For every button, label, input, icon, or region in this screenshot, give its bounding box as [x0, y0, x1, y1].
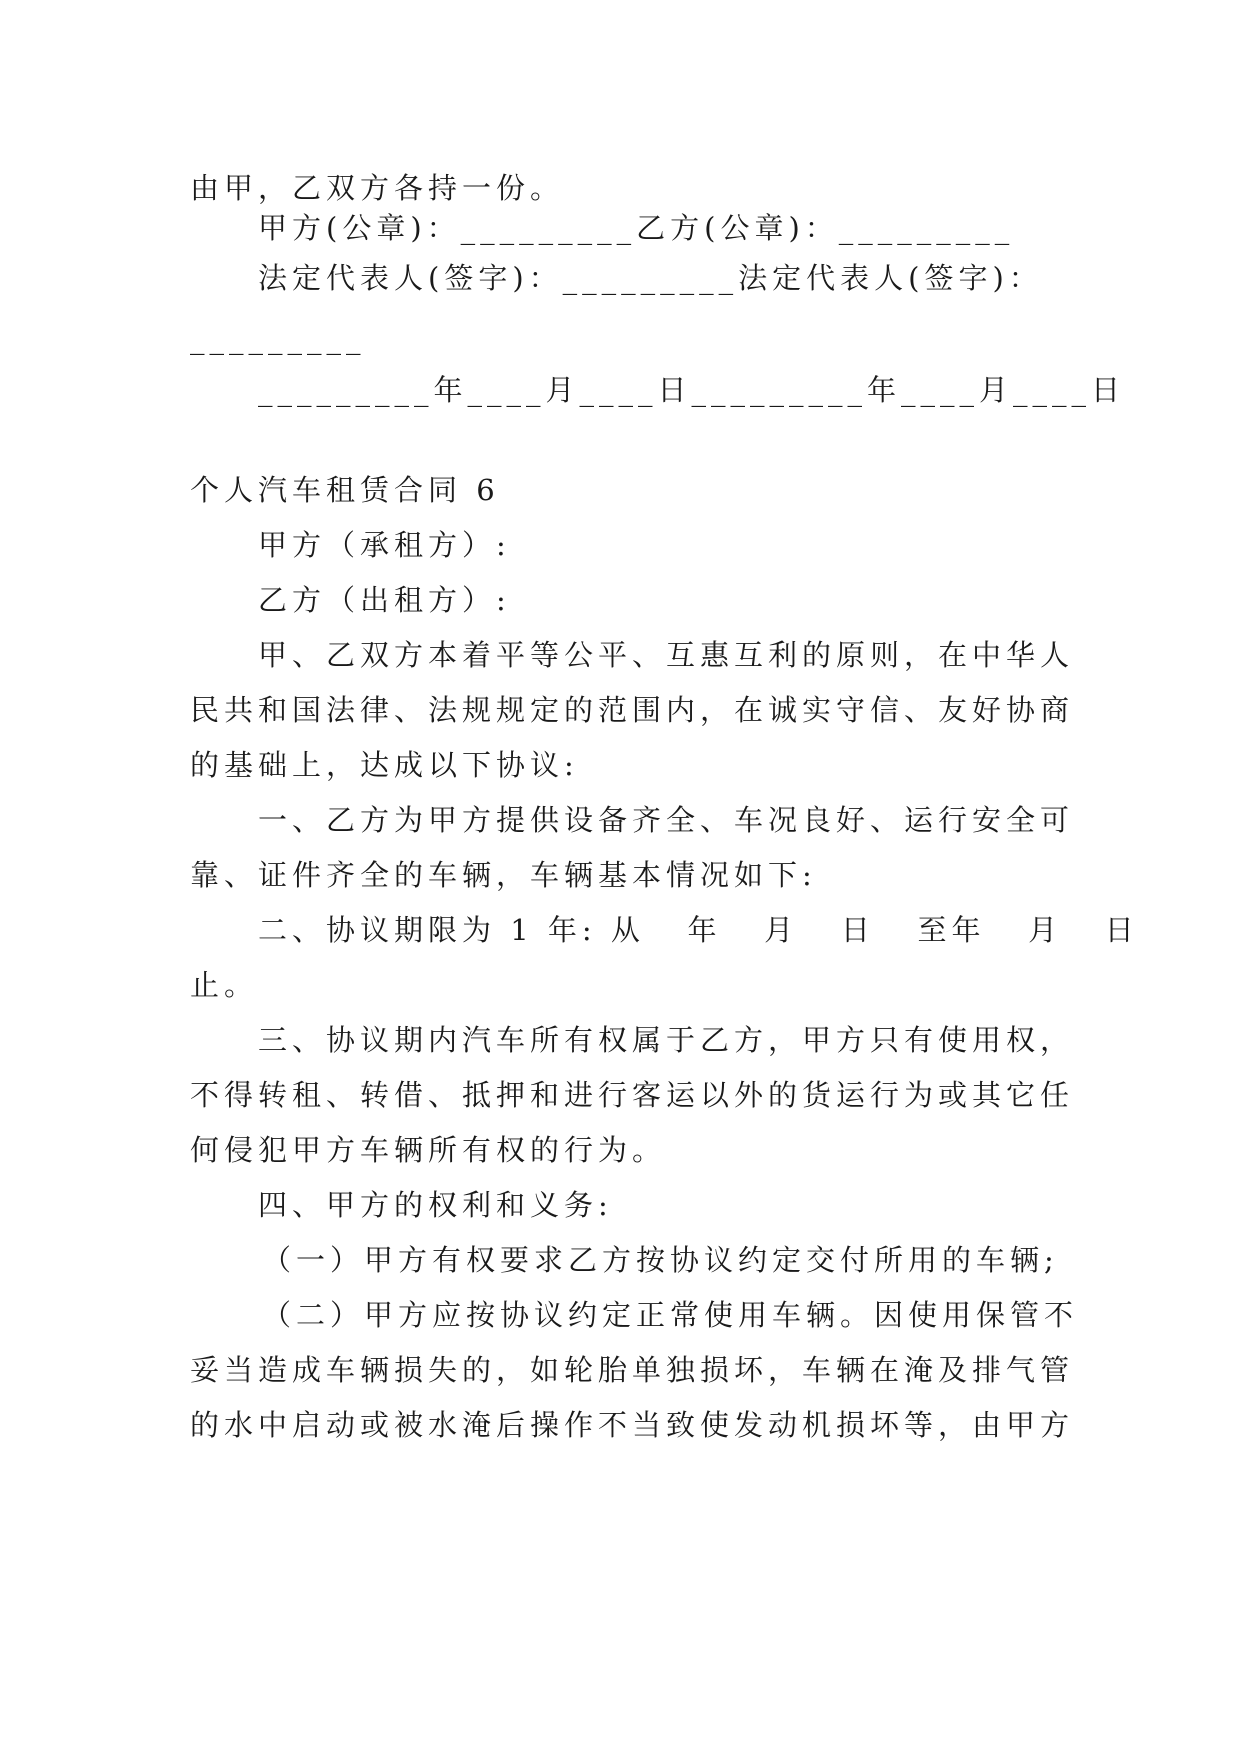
section-title: 个人汽车租赁合同 6 [190, 473, 500, 507]
paragraph-line: 何侵犯甲方车辆所有权的行为。 [190, 1133, 667, 1167]
signature-blank-line: _________ [190, 321, 366, 355]
paragraph-line: 靠、证件齐全的车辆，车辆基本情况如下: [190, 858, 817, 892]
paragraph-line: 妥当造成车辆损失的，如轮胎单独损坏，车辆在淹及排气管 [190, 1353, 1075, 1387]
paragraph-line: 的水中启动或被水淹后操作不当致使发动机损坏等，由甲方 [190, 1408, 1075, 1442]
paragraph-line: 二、协议期限为 1 年: 从 年 月 日 至年 月 日 [258, 913, 1139, 947]
paragraph-line: 民共和国法律、法规规定的范围内，在诚实守信、友好协商 [190, 693, 1075, 727]
paragraph-line: （二）甲方应按协议约定正常使用车辆。因使用保管不 [262, 1298, 1079, 1332]
paragraph-line: 一、乙方为甲方提供设备齐全、车况良好、运行安全可 [258, 803, 1075, 837]
paragraph-line: （一）甲方有权要求乙方按协议约定交付所用的车辆; [262, 1243, 1059, 1277]
paragraph-line: 止。 [190, 968, 259, 1002]
paragraph-line: 四、甲方的权利和义务: [258, 1188, 613, 1222]
party-b-line: 乙方（出租方）: [258, 583, 511, 617]
paragraph-line: 甲、乙双方本着平等公平、互惠互利的原则，在中华人 [258, 638, 1075, 672]
paragraph-line: 的基础上，达成以下协议: [190, 748, 579, 782]
signature-representative-line: 法定代表人(签字)：_________法定代表人(签字)： [258, 261, 1043, 295]
text-line-continuation: 由甲，乙双方各持一份。 [190, 171, 565, 205]
paragraph-line: 不得转租、转借、抵押和进行客运以外的货运行为或其它任 [190, 1078, 1075, 1112]
party-a-line: 甲方（承租方）: [258, 528, 511, 562]
paragraph-line: 三、协议期内汽车所有权属于乙方，甲方只有使用权， [258, 1023, 1075, 1057]
date-line: _________年____月____日_________年____月____日 [258, 373, 1126, 407]
signature-seal-line: 甲方(公章)：_________乙方(公章)：_________ [258, 211, 1015, 245]
